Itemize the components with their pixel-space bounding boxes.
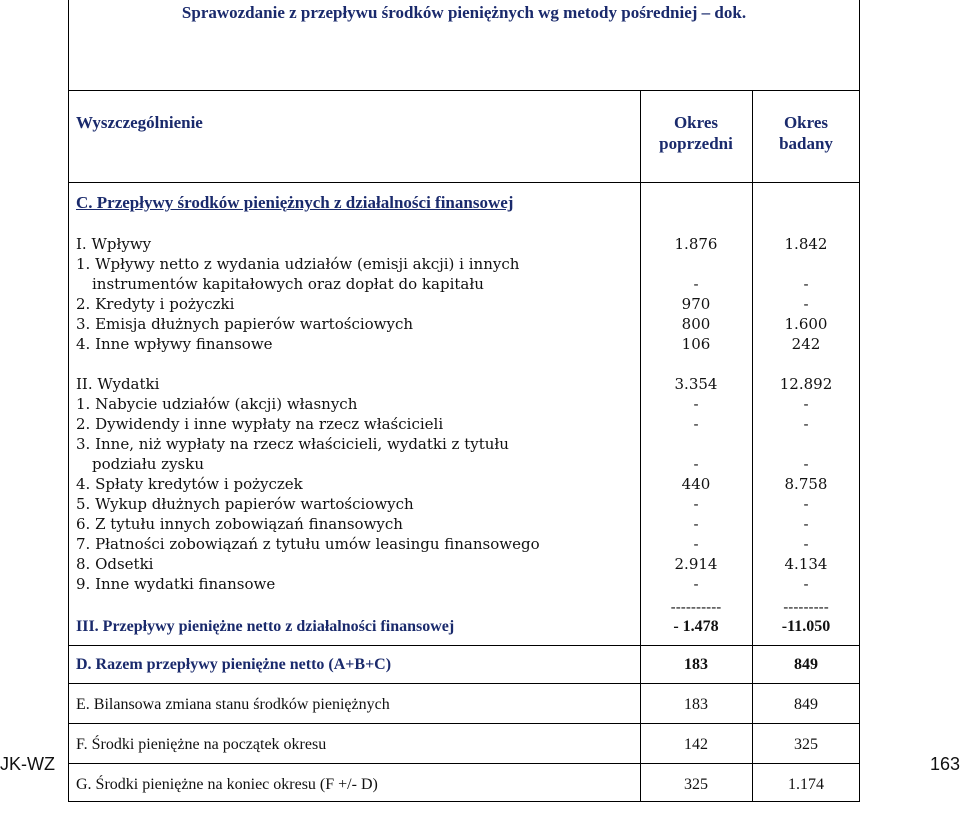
row-label: 4. Spłaty kredytów i pożyczek xyxy=(76,475,303,493)
row-prev: - xyxy=(693,575,699,593)
row-label: 3. Inne, niż wypłaty na rzecz właścicieli, wydatki z tytułu xyxy=(76,435,509,453)
row-curr: - xyxy=(803,395,809,413)
row-label: 2. Kredyty i pożyczki xyxy=(76,295,235,313)
separator-line xyxy=(68,645,860,646)
dash-separator-curr: --------- xyxy=(783,598,829,616)
row-curr: - xyxy=(803,275,809,293)
row-curr: 12.892 xyxy=(779,375,833,393)
net-c-label: III. Przepływy pieniężne netto z działalności finansowej xyxy=(76,618,455,635)
row-curr: - xyxy=(803,535,809,553)
row-prev: 800 xyxy=(681,315,711,333)
row-curr: - xyxy=(803,495,809,513)
row-label: 1. Nabycie udziałów (akcji) własnych xyxy=(76,395,358,413)
row-label: I. Wpływy xyxy=(76,235,152,253)
row-label: 5. Wykup dłużnych papierów wartościowych xyxy=(76,495,414,513)
total-d-label: D. Razem przepływy pieniężne netto (A+B+C) xyxy=(76,656,392,673)
row-curr: 4.134 xyxy=(784,555,828,573)
row-label: 3. Emisja dłużnych papierów wartościowych xyxy=(76,315,414,333)
row-label: instrumentów kapitałowych oraz dopłat do kapitału xyxy=(92,275,484,293)
row-e-label: E. Bilansowa zmiana stanu środków pieniężnych xyxy=(76,696,390,713)
page-number: 163 xyxy=(929,754,960,774)
net-c-prev: - 1.478 xyxy=(673,618,719,635)
header-curr-line2: badany xyxy=(779,134,833,153)
header-description: Wyszczególnienie xyxy=(76,113,203,132)
row-prev: 106 xyxy=(681,335,711,353)
total-d-prev: 183 xyxy=(684,656,708,673)
row-curr: - xyxy=(803,515,809,533)
row-curr: - xyxy=(803,455,809,473)
header-prev-line1: Okres xyxy=(673,113,719,132)
row-f-label: F. Środki pieniężne na początek okresu xyxy=(76,736,327,753)
net-c-curr: -11.050 xyxy=(781,618,831,635)
row-g-label: G. Środki pieniężne na koniec okresu (F +/- D) xyxy=(76,776,378,793)
row-prev: - xyxy=(693,535,699,553)
row-g-prev: 325 xyxy=(684,776,708,793)
row-e-prev: 183 xyxy=(684,696,708,713)
row-curr: 1.600 xyxy=(784,315,828,333)
row-label: podziału zysku xyxy=(92,455,204,473)
report-title: Sprawozdanie z przepływu środków pieniężnych wg metody pośredniej – dok. xyxy=(181,3,747,22)
row-label: 6. Z tytułu innych zobowiązań finansowych xyxy=(76,515,403,533)
row-prev: - xyxy=(693,415,699,433)
row-label: 2. Dywidendy i inne wypłaty na rzecz właścicieli xyxy=(76,415,444,433)
row-e-curr: 849 xyxy=(794,696,818,713)
separator-line xyxy=(68,683,860,684)
header-prev-line2: poprzedni xyxy=(659,134,733,153)
row-f-curr: 325 xyxy=(794,736,818,753)
row-curr: - xyxy=(803,415,809,433)
separator-line xyxy=(68,723,860,724)
header-bottom-line xyxy=(68,182,860,183)
total-d-curr: 849 xyxy=(794,656,818,673)
header-curr-line1: Okres xyxy=(783,113,829,132)
row-label: 8. Odsetki xyxy=(76,555,154,573)
section-c-title: C. Przepływy środków pieniężnych z działalności finansowej xyxy=(76,193,514,212)
row-curr: 242 xyxy=(791,335,821,353)
row-curr: - xyxy=(803,575,809,593)
separator-line xyxy=(68,763,860,764)
row-prev: - xyxy=(693,395,699,413)
row-curr: - xyxy=(803,295,809,313)
row-curr: 8.758 xyxy=(784,475,828,493)
row-g-curr: 1.174 xyxy=(788,776,824,793)
header-top-line xyxy=(68,90,860,91)
row-curr: 1.842 xyxy=(784,235,828,253)
row-label: 1. Wpływy netto z wydania udziałów (emisji akcji) i innych xyxy=(76,255,520,273)
row-prev: 1.876 xyxy=(674,235,718,253)
row-label: 7. Płatności zobowiązań z tytułu umów leasingu finansowego xyxy=(76,535,540,553)
row-label: 9. Inne wydatki finansowe xyxy=(76,575,276,593)
row-prev: 3.354 xyxy=(674,375,718,393)
dash-separator-prev: ---------- xyxy=(670,598,722,616)
row-f-prev: 142 xyxy=(684,736,708,753)
row-label: 4. Inne wpływy finansowe xyxy=(76,335,273,353)
row-prev: - xyxy=(693,275,699,293)
row-prev: - xyxy=(693,455,699,473)
row-prev: - xyxy=(693,495,699,513)
row-prev: 440 xyxy=(681,475,711,493)
row-label: II. Wydatki xyxy=(76,375,160,393)
row-prev: - xyxy=(693,515,699,533)
row-prev: 970 xyxy=(681,295,711,313)
row-prev: 2.914 xyxy=(674,555,718,573)
footer-left-text: JK-WZ xyxy=(0,754,55,774)
